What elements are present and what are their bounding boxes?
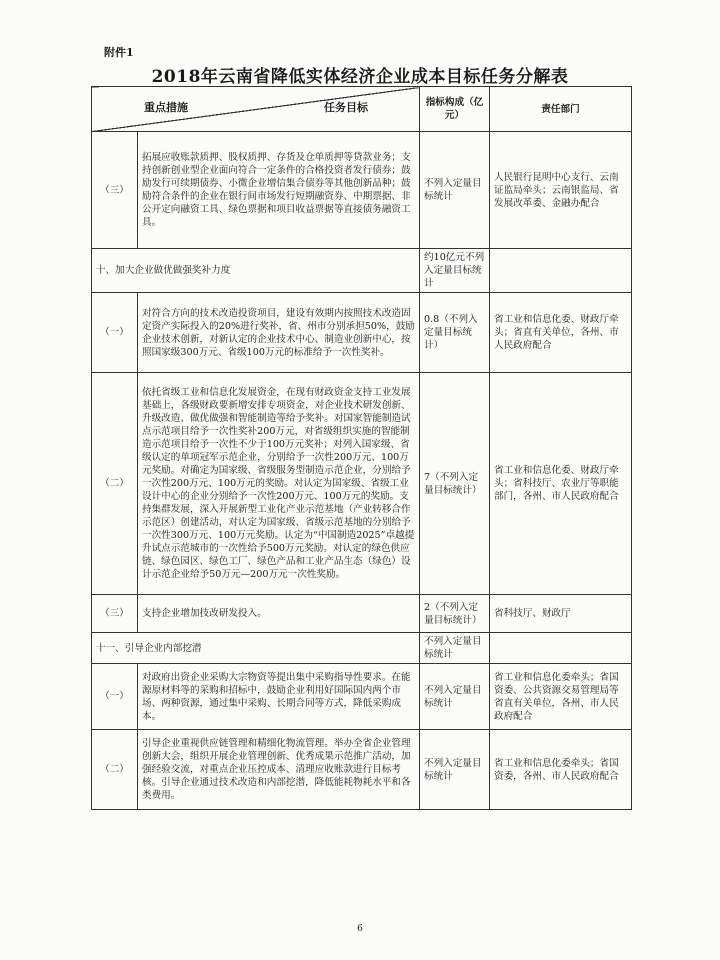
header-target: 任务目标 <box>324 101 368 114</box>
row-indicator: 不列入定量目标统计 <box>420 664 490 730</box>
attachment-label: 附件1 <box>104 46 134 59</box>
table-row <box>92 595 632 633</box>
empty-cell <box>490 633 632 664</box>
row-content: 对符合方向的技术改造投资项目，建设有效期内按照技术改造固定资产实际投入的20%进行奖补，省、州市分别承担50%，鼓励企业技术创新，对新认定的企业技术中心、制造业创新中心，按照国家级300万元、省级100万元的标准给予一次性奖补。 <box>138 293 420 373</box>
table-row <box>92 373 632 595</box>
table-row <box>92 730 632 810</box>
row-content: 依托省级工业和信息化发展资金，在现有财政资金支持工业发展基础上，各级财政要新增安排专项资金，对企业技术研发创新、升级改造、做优做强和智能制造等给予奖补。对国家智能制造试点示范项目给予一次性奖补200万元，对省级组织实施的智能制造示范项目给予一次性不少于100万元奖补；对列入国家级、省级认定的单项冠军示范企业，分别给予一次性200万元、100万元奖励。对确定为国家级、省级服务型制造示范企业，分别给予一次性200万元、100万元的奖励。对认定为国家级、省级工业设计中心的企业分别给予一次性200万元、100万元的奖励。支持集群发展，深入开展新型工业化产业示范基地（产业转移合作示范区）创建活动，对认定为国家级、省级示范基地的分别给予一次性300万元、100万元奖励。认定为“中国制造2025”卓越提升试点示范城市的一次性给予500万元奖励。对认定的绿色供应链、绿色园区、绿色工厂、绿色产品和工业产品生态（绿色）设计示范企业给予50万元—200万元一次性奖励。 <box>138 373 420 595</box>
header-indicator: 指标构成（亿元） <box>420 87 490 132</box>
section-indicator: 约10亿元不列入定量目标统计 <box>420 249 490 293</box>
row-department: 省工业和信息化委、财政厅牵头；省直有关单位，各州、市人民政府配合 <box>490 293 632 373</box>
row-content: 引导企业重视供应链管理和精细化物流管理。举办全省企业管理创新大会，组织开展企业管理创新、优秀成果示范推广活动，加强经验交流，对重点企业压控成本、清理应收账款进行目标考核。引导企业通过技术改造和内部挖潜，降低能耗物耗水平和各类费用。 <box>138 730 420 810</box>
row-number: （三） <box>92 132 138 249</box>
section-title: 十、加大企业做优做强奖补力度 <box>92 249 420 293</box>
row-number: （三） <box>92 595 138 633</box>
section-row <box>92 249 632 293</box>
row-content: 支持企业增加技改研发投入。 <box>138 595 420 633</box>
section-title: 十一、引导企业内部挖潜 <box>92 633 420 664</box>
task-table <box>91 86 632 810</box>
row-department: 省科技厅、财政厅 <box>490 595 632 633</box>
table-header-row <box>92 87 632 132</box>
row-department: 省工业和信息化委、财政厅牵头；省科技厅、农业厅等职能部门，各州、市人民政府配合 <box>490 373 632 595</box>
section-row <box>92 633 632 664</box>
row-number: （一） <box>92 664 138 730</box>
page-title: 2018年云南省降低实体经济企业成本目标任务分解表 <box>151 67 569 87</box>
row-indicator: 不列入定量目标统计 <box>420 132 490 249</box>
table-row <box>92 293 632 373</box>
row-indicator: 不列入定量目标统计 <box>420 730 490 810</box>
header-measures: 重点措施 <box>144 101 188 114</box>
diagonal-header-cell <box>92 87 420 132</box>
row-department: 人民银行昆明中心支行、云南证监局牵头；云南银监局、省发展改革委、金融办配合 <box>490 132 632 249</box>
table-row <box>92 132 632 249</box>
row-indicator: 7（不列入定量目标统计） <box>420 373 490 595</box>
page-number: 6 <box>357 924 363 934</box>
row-indicator: 0.8（不列入定量目标统计） <box>420 293 490 373</box>
table-row <box>92 664 632 730</box>
row-content: 拓展应收账款质押、股权质押、存货及仓单质押等贷款业务；支持创新创业型企业面向符合一定条件的合格投资者发行债券；鼓励发行可续期债券、小微企业增信集合债券等其他创新品种；鼓励符合条件的企业在银行间市场发行短期融资券、中期票据、非公开定向融资工具、绿色票据和项目收益票据等直接债务融资工具。 <box>138 132 420 249</box>
row-number: （一） <box>92 293 138 373</box>
row-department: 省工业和信息化委牵头；省国资委，各州、市人民政府配合 <box>490 730 632 810</box>
header-department: 责任部门 <box>490 87 632 132</box>
row-number: （二） <box>92 373 138 595</box>
row-indicator: 2（不列入定量目标统计） <box>420 595 490 633</box>
empty-cell <box>490 249 632 293</box>
section-indicator: 不列入定量目标统计 <box>420 633 490 664</box>
row-content: 对政府出资企业采购大宗物资等提出集中采购指导性要求。在能源原材料等的采购和招标中，鼓励企业利用好国际国内两个市场、两种资源，通过集中采购、长期合同等方式，降低采购成本。 <box>138 664 420 730</box>
row-number: （二） <box>92 730 138 810</box>
row-department: 省工业和信息化委牵头；省国资委、公共资源交易管理局等省直有关单位，各州、市人民政府配合 <box>490 664 632 730</box>
